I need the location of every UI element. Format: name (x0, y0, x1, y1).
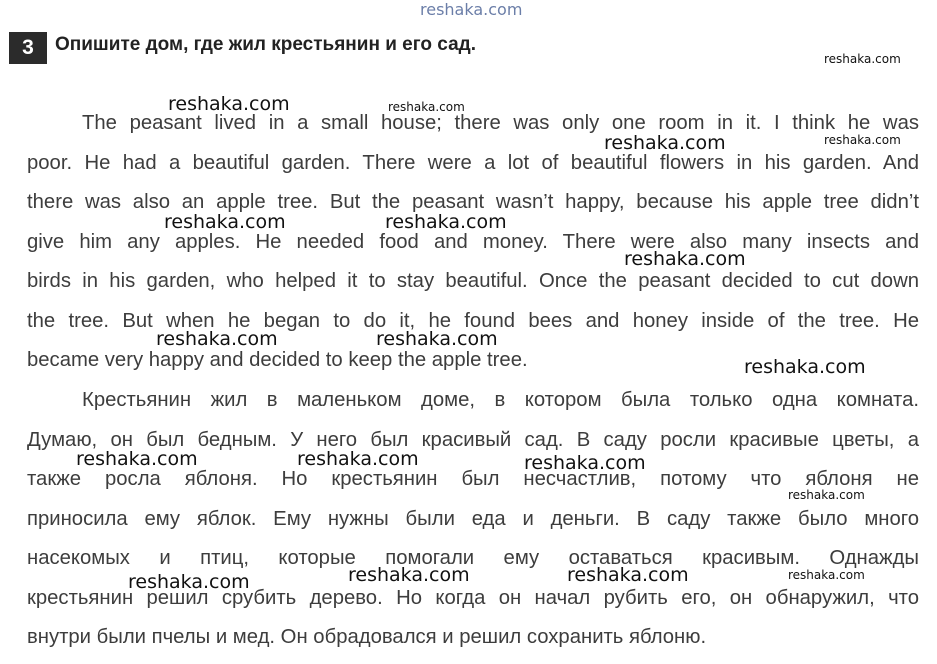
watermark: reshaka.com (604, 132, 726, 154)
english-line: poor. He had a beautiful garden. There were a lot of beautiful flowers in his garden. And (27, 151, 919, 174)
watermark: reshaka.com (168, 93, 290, 115)
task-number-badge: 3 (9, 32, 47, 64)
task-title: Опишите дом, где жил крестьянин и его сад. (55, 34, 476, 55)
watermark: reshaka.com (128, 571, 250, 593)
watermark: reshaka.com (744, 356, 866, 378)
watermark: reshaka.com (297, 448, 419, 470)
russian-line: также росла яблоня. Но крестьянин был несчастлив, потому что яблоня не (27, 468, 919, 490)
english-line: became very happy and decided to keep the apple tree. (27, 349, 528, 371)
watermark: reshaka.com (376, 328, 498, 350)
watermark: reshaka.com (76, 448, 198, 470)
watermark: reshaka.com (156, 328, 278, 350)
russian-line: крестьянин решил срубить дерево. Но когда он начал рубить его, он обнаружил, что (27, 586, 919, 609)
english-line: birds in his garden, who helped it to stay beautiful. Once the peasant decided to cut down (27, 270, 919, 292)
english-line: The peasant lived in a small house; there was only one room in it. I think he was (82, 112, 919, 134)
watermark: reshaka.com (624, 248, 746, 270)
watermark: reshaka.com (788, 568, 865, 582)
watermark: reshaka.com (348, 564, 470, 586)
russian-line: Крестьянин жил в маленьком доме, в котором была только одна комната. (82, 389, 919, 411)
watermark: reshaka.com (824, 52, 901, 66)
watermark: reshaka.com (385, 211, 507, 233)
english-line: there was also an apple tree. But the peasant wasn’t happy, because his apple tree didn’t (27, 191, 919, 213)
russian-line: внутри были пчелы и мед. Он обрадовался и решил сохранить яблоню. (27, 626, 707, 648)
watermark: reshaka.com (164, 211, 286, 233)
watermark: reshaka.com (567, 564, 689, 586)
watermark: reshaka.com (824, 133, 901, 147)
watermark: reshaka.com (788, 488, 865, 502)
english-line: the tree. But when he began to do it, he found bees and honey inside of the tree. He (27, 309, 919, 332)
russian-line: насекомых и птиц, которые помогали ему оставаться красивым. Однажды (27, 547, 919, 569)
russian-paragraph (27, 381, 919, 658)
russian-line: Думаю, он был бедным. У него был красивый сад. В саду росли красивые цветы, а (27, 428, 919, 451)
watermark: reshaka.com (388, 100, 465, 114)
russian-line: приносила ему яблок. Ему нужны были еда и деньги. В саду также было много (27, 507, 919, 530)
english-line: give him any apples. He needed food and money. There were also many insects and (27, 230, 919, 253)
watermark: reshaka.com (524, 452, 646, 474)
top-watermark: reshaka.com (420, 0, 523, 19)
